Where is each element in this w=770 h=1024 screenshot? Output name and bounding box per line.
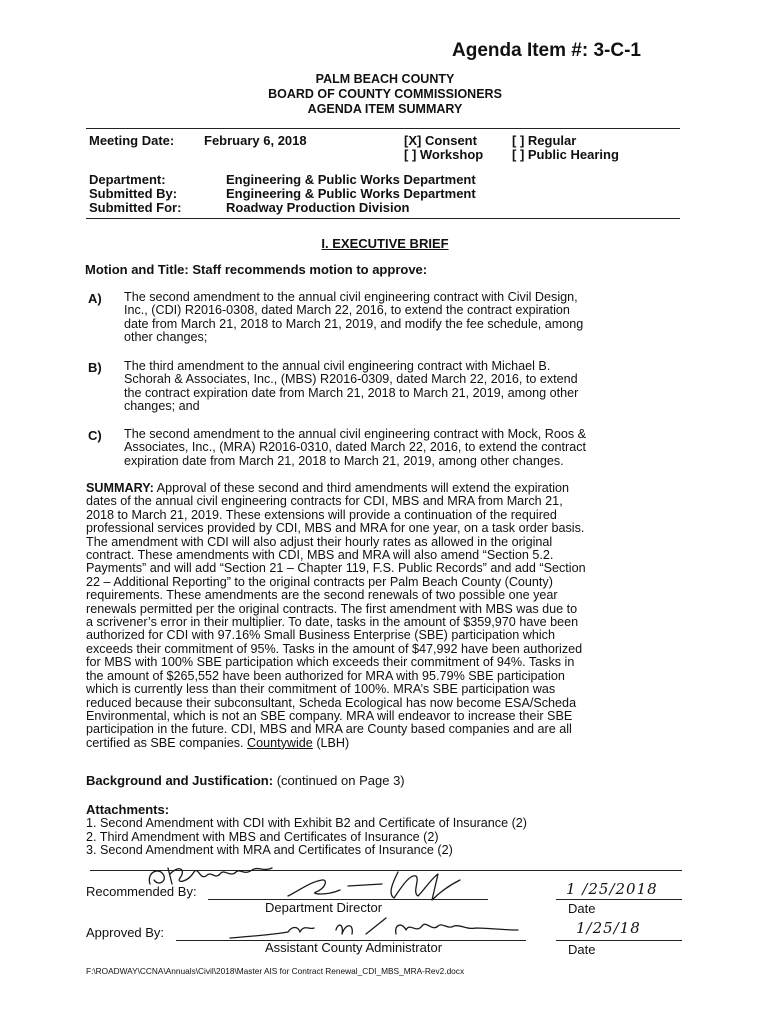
item-line: other changes; bbox=[124, 330, 208, 345]
summary-line: dates of the annual civil engineering contracts for CDI, MBS and MRA from March 21, bbox=[86, 494, 563, 509]
item-line: expiration date from March 21, 2018 to March 21, 2019, among other changes. bbox=[124, 453, 564, 468]
item-c-text bbox=[124, 428, 680, 468]
item-line: changes; and bbox=[124, 399, 200, 414]
summary-line: the amount of $265,552 have been authorized for MRA with 95.79% SBE participation bbox=[86, 668, 565, 683]
summary-line: requirements. These amendments are the second renewals of two possible one year bbox=[86, 588, 558, 603]
summary-suffix: (LBH) bbox=[316, 735, 350, 750]
submitted-by-value: Engineering & Public Works Department bbox=[226, 186, 476, 201]
assistant-county-administrator-label: Assistant County Administrator bbox=[265, 940, 443, 955]
department-label: Department: bbox=[89, 172, 166, 187]
summary-line: The amendment with CDI will also adjust their hourly rates as allowed in the original bbox=[86, 534, 553, 549]
summary-line: a scrivener’s error in their multiplier. To date, tasks in the amount of $359,970 have been bbox=[86, 615, 579, 630]
date-label-1: Date bbox=[568, 901, 596, 916]
agenda-item-number: Agenda Item #: 3-C-1 bbox=[452, 40, 641, 61]
public-hearing-checkbox: [ ] Public Hearing bbox=[512, 147, 619, 162]
consent-checkbox: [X] Consent bbox=[404, 133, 477, 148]
countywide-label: Countywide bbox=[247, 735, 313, 750]
attachment-item: 1. Second Amendment with CDI with Exhibit B2 and Certificate of Insurance (2) bbox=[86, 816, 527, 830]
summary-line: exceeds their commitment of 95%. Tasks in the amount of $47,992 have been authorized bbox=[86, 641, 583, 656]
attachment-item: 2. Third Amendment with MBS and Certificates of Insurance (2) bbox=[86, 829, 439, 844]
summary-line: Payments” and will add “Section 21 – Chapter 119, F.S. Public Records” and add “Section bbox=[86, 561, 586, 576]
attachments-list bbox=[86, 817, 527, 858]
handwritten-date-1: 1 /25/2018 bbox=[566, 880, 658, 898]
background-value: (continued on Page 3) bbox=[276, 773, 405, 788]
item-line: The second amendment to the annual civil engineering contract with Civil Design, bbox=[124, 290, 578, 304]
handwritten-date-2: 1/25/18 bbox=[576, 919, 641, 937]
summary-line: professional services provided by CDI, MBS and MRA for one year, on a task order basis. bbox=[86, 521, 585, 536]
submitted-for-value: Roadway Production Division bbox=[226, 200, 410, 215]
motion-title: Motion and Title: Staff recommends motion to approve: bbox=[85, 262, 428, 277]
summary-last-line: certified as SBE companies. bbox=[86, 735, 244, 750]
item-line: Associates, Inc., (MRA) R2016-0310, dated March 22, 2016, to extend the contract bbox=[124, 440, 587, 455]
item-line: the contract expiration date from March 21, 2018 to March 21, 2019, among other bbox=[124, 385, 579, 400]
summary-line: participation in the future. CDI, MBS and MRA are County based companies and are all bbox=[86, 722, 572, 737]
submitted-by-label: Submitted By: bbox=[89, 186, 178, 201]
regular-checkbox: [ ] Regular bbox=[512, 133, 577, 148]
divider-middle bbox=[86, 218, 680, 219]
background-label: Background and Justification: bbox=[86, 773, 274, 788]
summary-line: contract. These amendments with CDI, MBS and MRA will also amend “Section 5.2. bbox=[86, 548, 554, 563]
executive-brief-title: I. EXECUTIVE BRIEF bbox=[321, 236, 449, 251]
department-director-label: Department Director bbox=[265, 900, 383, 915]
item-line: The third amendment to the annual civil engineering contract with Michael B. bbox=[124, 359, 551, 373]
summary-line: authorized for CDI with 97.16% Small Business Enterprise (SBE) participation which bbox=[86, 628, 555, 643]
summary-title: AGENDA ITEM SUMMARY bbox=[307, 102, 463, 116]
footer-file-path: F:\ROADWAY\CCNA\Annuals\Civil\2018\Master AIS for Contract Renewal_CDI_MBS_MRA-Rev2.docx bbox=[86, 966, 465, 976]
approved-by-label: Approved By: bbox=[86, 925, 165, 940]
item-line: date from March 21, 2018 to March 21, 2019, and modify the fee schedule, among bbox=[124, 316, 584, 331]
item-letter: B) bbox=[88, 360, 102, 375]
summary-line: for MBS with 100% SBE participation which exceeds their commitment of 94%. Tasks in bbox=[86, 655, 575, 670]
submitted-for-label: Submitted For: bbox=[89, 200, 182, 215]
meeting-date-label: Meeting Date: bbox=[89, 133, 175, 148]
department-value: Engineering & Public Works Department bbox=[226, 172, 476, 187]
summary-paragraph bbox=[86, 482, 680, 750]
summary-line: 22 – Additional Reporting” to the original contracts per Palm Beach County (County) bbox=[86, 574, 553, 589]
date-line-2 bbox=[556, 940, 682, 941]
attachment-item: 3. Second Amendment with MRA and Certificates of Insurance (2) bbox=[86, 843, 453, 857]
meeting-date-value: February 6, 2018 bbox=[204, 133, 307, 148]
summary-line: Environmental, which is not an SBE company. MRA will endeavor to increase their SBE bbox=[86, 708, 573, 723]
summary-line bbox=[86, 737, 680, 750]
item-b-text bbox=[124, 360, 680, 414]
item-letter: A) bbox=[88, 291, 102, 306]
summary-line: 2018 to March 21, 2019. These extensions will provide a continuation of the required bbox=[86, 507, 557, 522]
item-a-text bbox=[124, 291, 680, 345]
date-label-2: Date bbox=[568, 942, 596, 957]
divider-top bbox=[86, 128, 680, 129]
county-name: PALM BEACH COUNTY bbox=[315, 72, 455, 86]
item-line: Schorah & Associates, Inc., (MBS) R2016-0309, dated March 22, 2016, to extend bbox=[124, 372, 578, 387]
background-row bbox=[86, 773, 405, 788]
summary-label: SUMMARY: bbox=[86, 481, 154, 495]
date-line-1 bbox=[556, 899, 682, 900]
summary-line bbox=[86, 482, 680, 495]
summary-line: reduced because their subconsultant, Scheda Ecological has now become ESA/Scheda bbox=[86, 695, 577, 710]
item-letter: C) bbox=[88, 428, 102, 443]
recommended-by-label: Recommended By: bbox=[86, 884, 197, 899]
board-name: BOARD OF COUNTY COMMISSIONERS bbox=[268, 87, 502, 101]
attachments-label: Attachments: bbox=[86, 802, 170, 817]
summary-line: which is currently less than their commitment of 100%. MRA’s SBE participation was bbox=[86, 682, 556, 697]
item-line: Inc., (CDI) R2016-0308, dated March 22, 2016, to extend the contract expiration bbox=[124, 303, 570, 318]
workshop-checkbox: [ ] Workshop bbox=[404, 147, 484, 162]
summary-first-line: Approval of these second and third amendments will extend the expiration bbox=[156, 481, 570, 495]
item-line: The second amendment to the annual civil engineering contract with Mock, Roos & bbox=[124, 427, 587, 441]
summary-line: renewals permitted per the original contracts. The first amendment with MBS was due to bbox=[86, 601, 578, 616]
